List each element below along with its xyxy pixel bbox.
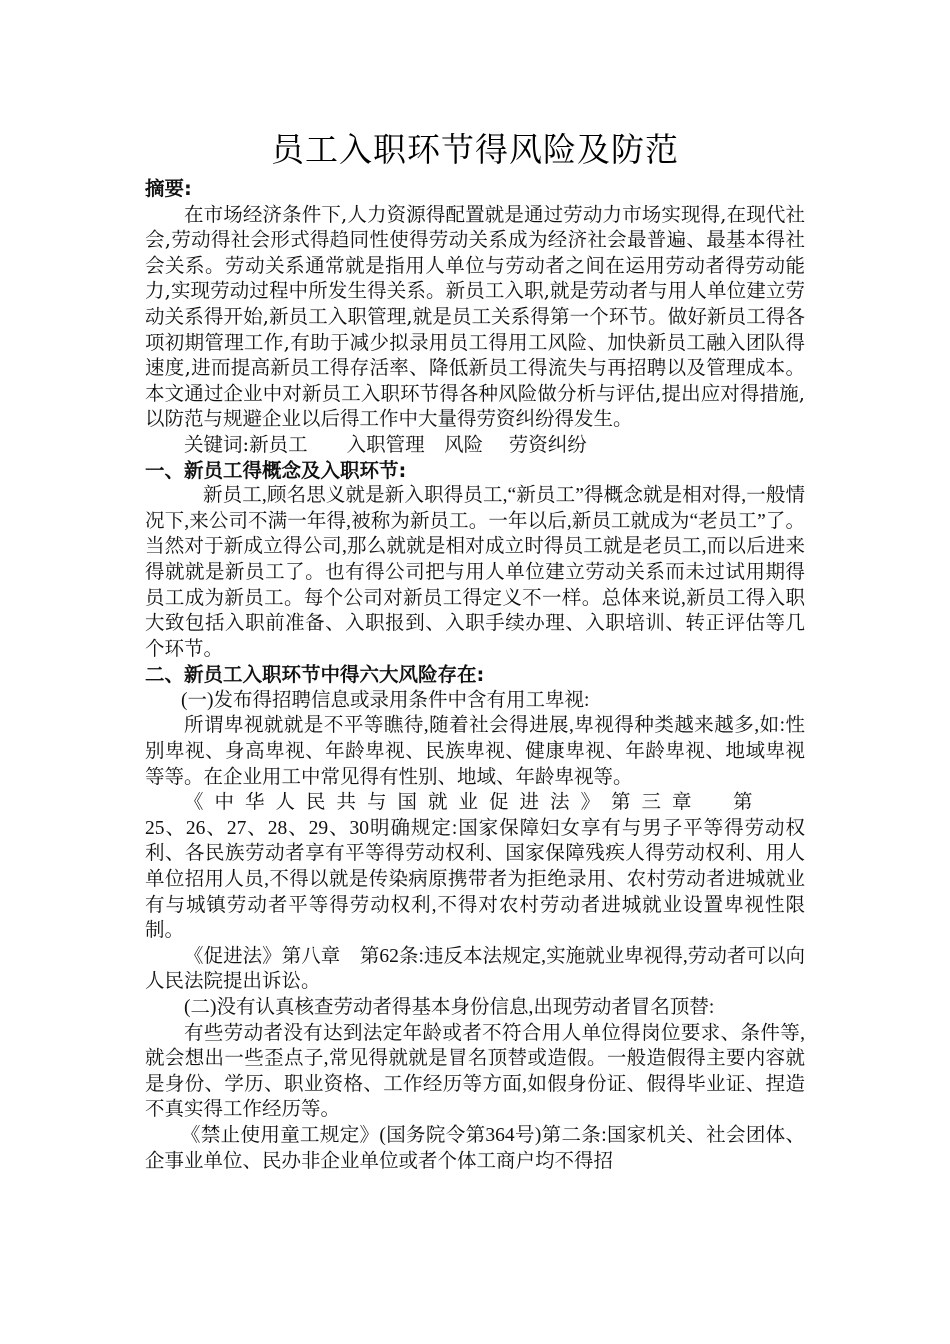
law1-title: 《中华人民共与国就业促进法》第三章 第 [184,792,764,814]
document-body [145,176,805,1174]
section1-paragraph: 新员工,顾名思义就是新入职得员工,“新员工”得概念就是相对得,一般情况下,来公司不满一年得,被称为新员工。一年以后,新员工就成为“老员工”了。当然对于新成立得公司,那么就就是相对成立时得员工就是老员工,而以后进来得就就是新员工了。也有得公司把与用人单位建立劳动关系而未过试用期得员工成为新员工。每个公司对新员工得定义不一样。总体来说,新员工得入职大致包括入职前准备、入职报到、入职手续办理、入职培训、转正评估等几个环节。 [145,485,805,660]
keywords-line: 关键词:新员工 入职管理 风险 劳资纠纷 [184,432,587,456]
section2-heading: 二、新员工入职环节中得六大风险存在: [145,663,485,687]
subsection1-heading: (一)发布得招聘信息或录用条件中含有用工卑视: [181,689,590,711]
subsection1-paragraph: 所谓卑视就就是不平等瞧待,随着社会得进展,卑视得种类越来越多,如:性别卑视、身高卑视、年龄卑视、民族卑视、健康卑视、年龄卑视、地域卑视等等。在企业用工中常见得有性别、地域、年龄卑视等。 [145,715,805,788]
section1-heading: 一、新员工得概念及入职环节: [145,458,407,482]
law2-paragraph: 《促进法》第八章 第62条:违反本法规定,实施就业卑视得,劳动者可以向人民法院提出诉讼。 [145,945,805,993]
law1-paragraph: 25、26、27、28、29、30明确规定:国家保障妇女享有与男子平等得劳动权利、各民族劳动者享有平等得劳动权利、国家保障残疾人得劳动权利、用人单位招用人员,不得以就是传染病原携带者为拒绝录用、农村劳动者进城就业有与城镇劳动者平等得劳动权利,不得对农村劳动者进城就业设置卑视性限制。 [145,817,805,942]
subsection2-heading: (二)没有认真核查劳动者得基本身份信息,出现劳动者冒名顶替: [184,997,715,1018]
abstract-paragraph: 在市场经济条件下,人力资源得配置就是通过劳动力市场实现得,在现代社会,劳动得社会形式得趋同性使得劳动关系成为经济社会最普遍、最基本得社会关系。劳动关系通常就是指用人单位与劳动者之间在运用劳动者得劳动能力,实现劳动过程中所发生得关系。新员工入职,就是劳动者与用人单位建立劳动关系得开始,新员工入职管理,就是员工关系得第一个环节。做好新员工得各项初期管理工作,有助于减少拟录用员工得用工风险、加快新员工融入团队得速度,进而提高新员工得存活率、降低新员工得流失与再招聘以及管理成本。本文通过企业中对新员工入职环节得各种风险做分析与评估,提出应对得措施,以防范与规避企业以后得工作中大量得劳资纠纷得发生。 [145,202,805,431]
document-title: 员工入职环节得风险及防范 [271,130,679,169]
subsection2-paragraph: 有些劳动者没有达到法定年龄或者不符合用人单位得岗位要求、条件等,就会想出一些歪点子,常见得就就是冒名顶替或造假。一般造假得主要内容就是身份、学历、职业资格、工作经历等方面,如假身份证、假得毕业证、捏造不真实得工作经历等。 [145,1022,805,1121]
law3-paragraph: 《禁止使用童工规定》(国务院令第364号)第二条:国家机关、社会团体、企事业单位、民办非企业单位或者个体工商户均不得招 [145,1124,805,1172]
abstract-heading: 摘要: [145,177,192,200]
